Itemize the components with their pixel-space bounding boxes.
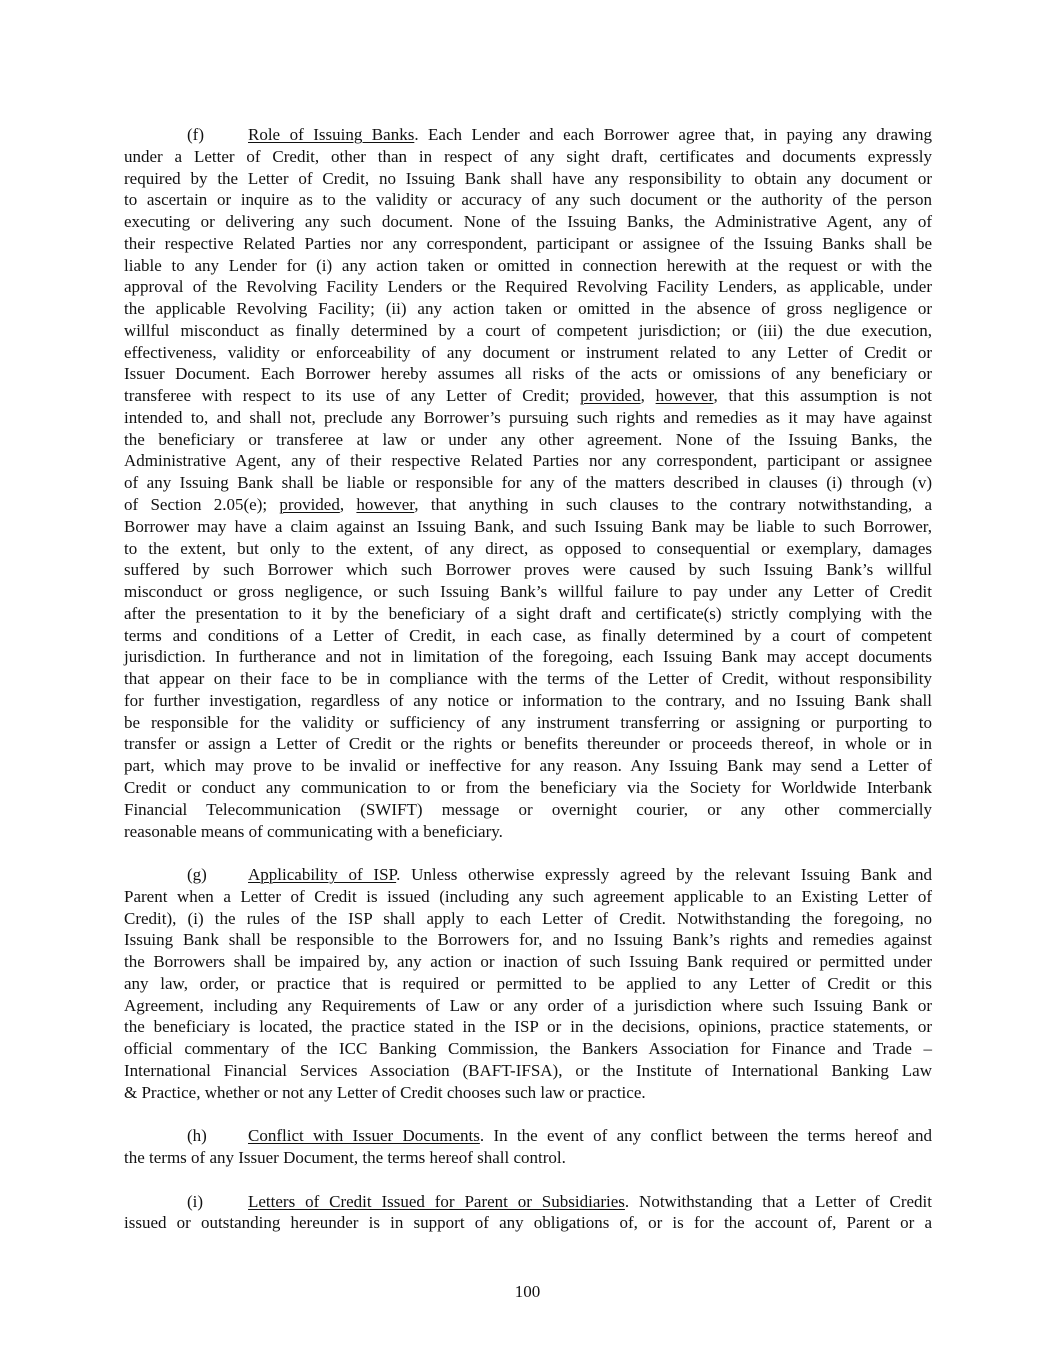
text-line [124, 973, 932, 995]
section-paragraph [124, 124, 932, 842]
text-segment: Issuing Bank shall be responsible to the Borrowers for, and no Issuing Bank’s rights and remedies against [124, 930, 932, 950]
text-line [124, 712, 932, 734]
text-line [124, 1060, 932, 1082]
text-line [124, 908, 932, 930]
text-line [124, 733, 932, 755]
text-segment: approval of the Revolving Facility Lenders or the Required Revolving Facility Lenders, as applicable, under [124, 277, 932, 297]
text-segment: transferee with respect to its use of any Letter of Credit; [124, 386, 581, 406]
text-segment: reasonable means of communicating with a beneficiary. [124, 821, 503, 841]
text-segment: , [339, 495, 357, 515]
page-number: 100 [514, 1282, 541, 1301]
text-line [124, 559, 932, 581]
section-heading: Role of Issuing Banks [248, 125, 415, 144]
text-line [124, 124, 932, 146]
text-segment: & Practice, whether or not any Letter of Credit chooses such law or practice. [124, 1082, 646, 1102]
text-line [124, 821, 932, 843]
underlined-term: however [655, 386, 714, 406]
text-line [124, 603, 932, 625]
text-segment: , that this assumption is not [713, 386, 933, 406]
text-segment: executing or delivering any such document. None of the Issuing Banks, the Administrative Agent, any of [124, 212, 932, 232]
text-line [124, 450, 932, 472]
text-line [124, 407, 932, 429]
text-segment: to ascertain or inquire as to the validity or accuracy of any such document or the authority of the person [124, 190, 932, 210]
text-segment: suffered by such Borrower which such Borrower proves were caused by such Issuing Bank’s willful [124, 560, 932, 580]
text-segment: of Section 2.05(e); [124, 495, 280, 515]
text-segment: Borrower may have a claim against an Issuing Bank, and such Issuing Bank may be liable to such Borrower, [124, 516, 932, 536]
text-line [124, 1038, 932, 1060]
text-segment: to the extent, but only to the extent, of any direct, as opposed to consequential or exemplary, damages [124, 538, 932, 558]
text-line [124, 211, 932, 233]
text-segment: Parent when a Letter of Credit is issued (including any such agreement applicable to an Existing Letter of [124, 886, 932, 906]
text-segment: Financial Telecommunication (SWIFT) message or overnight courier, or any other commercially [124, 799, 932, 819]
text-segment: after the presentation to it by the beneficiary of a sight draft and certificate(s) strictly complying with the [124, 603, 932, 623]
text-line [124, 516, 932, 538]
text-segment: their respective Related Parties nor any correspondent, participant or assignee of the Issuing Banks shall be [124, 233, 932, 253]
text-line [124, 1016, 932, 1038]
text-line [124, 494, 932, 516]
section-heading: Applicability of ISP [248, 865, 397, 885]
text-line [124, 1125, 932, 1147]
text-segment: liable to any Lender for (i) any action taken or omitted in connection herewith at the request or with the [124, 255, 932, 275]
section-label: (g) [187, 865, 207, 885]
text-segment: . Unless otherwise expressly agreed by the relevant Issuing Bank and [396, 865, 932, 885]
text-segment: . Each Lender and each Borrower agree that, in paying any drawing [414, 125, 932, 144]
text-segment: . Notwithstanding that a Letter of Credit [624, 1191, 933, 1211]
text-line [124, 189, 932, 211]
text-segment: intended to, and shall not, preclude any Borrower’s pursuing such rights and remedies as it may have against [124, 407, 932, 427]
text-segment: transfer or assign a Letter of Credit or the rights or benefits thereunder or proceeds thereof, in whole or in [124, 734, 932, 754]
text-segment: effectiveness, validity or enforceability of any document or instrument related to any Letter of Credit or [124, 342, 932, 362]
text-line [124, 146, 932, 168]
text-segment: . In the event of any conflict between the terms hereof and [479, 1126, 932, 1146]
text-segment: the beneficiary or transferee at law or under any other agreement. None of the Issuing Banks, the [124, 429, 932, 449]
text-segment: of any Issuing Bank shall be liable or responsible for any of the matters described in clauses (i) through (v) [124, 473, 932, 493]
text-segment: the beneficiary is located, the practice stated in the ISP or in the decisions, opinions, practice statements, or [124, 1017, 932, 1037]
text-line [124, 255, 932, 277]
text-segment: official commentary of the ICC Banking Commission, the Bankers Association for Finance and Trade – [124, 1039, 932, 1059]
text-line [124, 864, 932, 886]
text-segment: terms and conditions of a Letter of Credit, in each case, as finally determined by a court of competent [124, 625, 932, 645]
text-line [124, 1212, 932, 1234]
text-segment: the terms of any Issuer Document, the terms hereof shall control. [124, 1147, 566, 1167]
section-label: (h) [187, 1126, 207, 1146]
text-segment: that appear on their face to be in compliance with the terms of the Letter of Credit, without responsibility [124, 669, 932, 689]
text-line [124, 668, 932, 690]
text-segment: Credit), (i) the rules of the ISP shall apply to each Letter of Credit. Notwithstanding the foregoing, no [124, 908, 932, 928]
section-label: (i) [187, 1191, 204, 1211]
text-segment: for further investigation, regardless of any notice or information to the contrary, and no Issuing Bank shall [124, 690, 932, 710]
underlined-term: however [356, 495, 415, 515]
text-segment: the Borrowers shall be impaired by, any action or inaction of such Issuing Bank required or permitted under [124, 952, 932, 972]
text-line [124, 168, 932, 190]
text-line [124, 538, 932, 560]
text-segment: required by the Letter of Credit, no Issuing Bank shall have any responsibility to obtain any document or [124, 168, 932, 188]
text-segment: any law, order, or practice that is required or permitted to be applied to any Letter of Credit or this [124, 973, 932, 993]
text-line [124, 581, 932, 603]
text-line [124, 755, 932, 777]
text-segment: International Financial Services Association (BAFT-IFSA), or the Institute of International Banking Law [124, 1060, 932, 1080]
text-segment: Credit or conduct any communication to or from the beneficiary via the Society for Worldwide Interbank [124, 777, 932, 797]
text-line [124, 1147, 932, 1169]
text-line [124, 298, 932, 320]
section-heading: Letters of Credit Issued for Parent or Subsidiaries [248, 1191, 625, 1211]
text-segment: part, which may prove to be invalid or ineffective for any reason. Any Issuing Bank may send a Letter of [124, 756, 932, 776]
text-line [124, 690, 932, 712]
text-line [124, 472, 932, 494]
text-segment: issued or outstanding hereunder is in support of any obligations of, or is for the account of, Parent or a [124, 1213, 932, 1233]
text-segment: , that anything in such clauses to the contrary notwithstanding, a [414, 495, 933, 515]
text-line [124, 1082, 932, 1104]
text-segment: under a Letter of Credit, other than in respect of any sight draft, certificates and documents expressly [124, 146, 932, 166]
text-line [124, 342, 932, 364]
section-label: (f) [187, 125, 204, 144]
section-paragraph [124, 864, 932, 1103]
text-segment: the applicable Revolving Facility; (ii) any action taken or omitted in the absence of gross negligence or [124, 299, 932, 319]
section-heading: Conflict with Issuer Documents [248, 1126, 480, 1146]
text-line [124, 625, 932, 647]
text-line [124, 777, 932, 799]
underlined-term: provided [279, 495, 340, 515]
text-segment: Administrative Agent, any of their respective Related Parties nor any correspondent, participant or assignee [124, 451, 932, 471]
text-line [124, 363, 932, 385]
text-segment: , [640, 386, 656, 406]
text-line [124, 1191, 932, 1213]
document-page-body [124, 124, 932, 1256]
text-line [124, 886, 932, 908]
text-line [124, 429, 932, 451]
section-paragraph [124, 1191, 932, 1235]
text-line [124, 233, 932, 255]
text-segment: willful misconduct as finally determined by a court of competent jurisdiction; or (iii) the due execution, [124, 320, 932, 340]
text-line [124, 385, 932, 407]
underlined-term: provided [580, 386, 641, 406]
text-segment: misconduct or gross negligence, or such Issuing Bank’s willful failure to pay under any Letter of Credit [124, 582, 932, 602]
text-segment: Agreement, including any Requirements of Law or any order of a jurisdiction where such Issuing Bank or [124, 995, 932, 1015]
section-paragraph [124, 1125, 932, 1169]
text-line [124, 951, 932, 973]
text-line [124, 929, 932, 951]
text-segment: Issuer Document. Each Borrower hereby assumes all risks of the acts or omissions of any beneficiary or [124, 364, 932, 384]
text-segment: jurisdiction. In furtherance and not in limitation of the foregoing, each Issuing Bank may accept documents [124, 647, 932, 667]
text-line [124, 646, 932, 668]
text-line [124, 799, 932, 821]
text-line [124, 276, 932, 298]
text-segment: be responsible for the validity or sufficiency of any instrument transferring or assigning or purporting to [124, 712, 932, 732]
text-line [124, 320, 932, 342]
text-line [124, 995, 932, 1017]
